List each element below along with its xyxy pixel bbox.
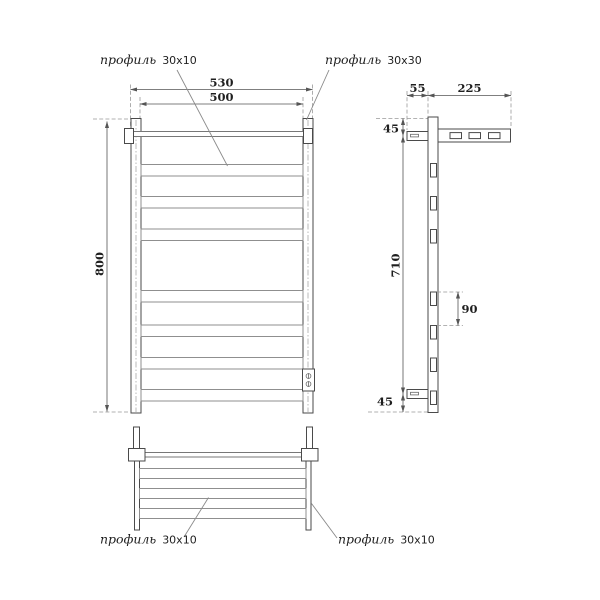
top-bar [134, 132, 304, 137]
rung [141, 390, 303, 402]
rung [141, 229, 303, 241]
dim-45-bottom: 45 [376, 394, 393, 409]
shelf-bar-section [450, 133, 462, 139]
shelf-side-arm-right [306, 461, 311, 530]
wall-bracket-bottom [407, 390, 428, 399]
top-bar-fitting-left [125, 129, 134, 144]
dim-90: 90 [461, 302, 478, 316]
control-box [303, 369, 315, 391]
dim-800: 800 [92, 251, 107, 277]
callout-profile-30x10-bottom-left [100, 498, 209, 547]
leader-line [307, 70, 330, 120]
dim-225: 225 [457, 81, 482, 95]
rung-slot [431, 391, 437, 405]
front-view [93, 52, 422, 413]
leader-line [312, 504, 338, 539]
rung [141, 358, 303, 370]
callout-profile-30x10-top [100, 52, 228, 166]
callout-label: профиль 30x10 [100, 531, 197, 547]
callout-profile-30x10-bottom-right [312, 504, 435, 547]
shelf-bar [140, 509, 307, 519]
shelf-bar [140, 489, 307, 499]
top-view [100, 427, 435, 547]
shelf-side-arm-left [135, 461, 140, 530]
rung-slot [431, 197, 437, 211]
top-view-bar [145, 453, 302, 458]
wall-bracket-top [407, 132, 428, 141]
rung-slot [431, 358, 437, 372]
callout-label: профиль 30x10 [100, 52, 197, 67]
dim-710: 710 [388, 253, 403, 278]
dim-530: 530 [209, 75, 234, 90]
dim-500: 500 [209, 90, 234, 104]
dim-45-top: 45 [382, 121, 399, 136]
rung [141, 291, 303, 303]
shelf-bar-section [489, 133, 501, 139]
rung-slot [431, 230, 437, 244]
rung [141, 165, 303, 177]
shelf-arm [438, 129, 511, 142]
callout-label: профиль 30x10 [338, 531, 435, 547]
dim-55: 55 [409, 81, 426, 95]
rung-slot [431, 326, 437, 340]
side-view [368, 81, 511, 413]
rung [141, 197, 303, 209]
corner-block-left [129, 449, 146, 462]
shelf-bar [140, 469, 307, 479]
rung [141, 325, 303, 337]
top-bar-fitting-right [304, 129, 313, 144]
corner-block-right [302, 449, 319, 462]
top-bracket-stub-left [134, 427, 140, 449]
top-bracket-stub-right [307, 427, 313, 449]
callout-profile-30x30 [307, 52, 422, 120]
rung-slot [431, 164, 437, 178]
rung-slot [431, 292, 437, 306]
shelf-bar-section [469, 133, 481, 139]
callout-label: профиль 30x30 [325, 52, 422, 67]
